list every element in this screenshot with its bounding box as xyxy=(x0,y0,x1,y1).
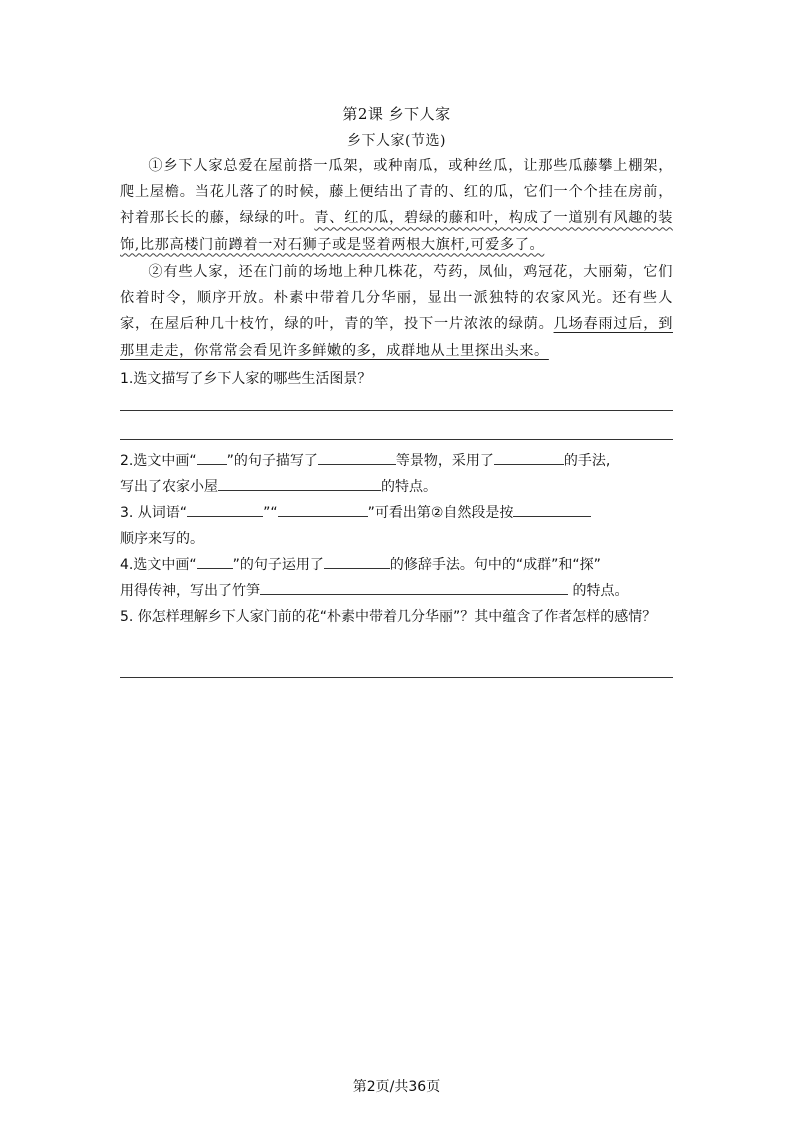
straight-underlined-sentence: 几场春雨过后，到那里走走，你常常会看见许多鲜嫩的多，成群地从土里探出头来。 xyxy=(120,316,673,359)
lesson-title: 第2课 乡下人家 xyxy=(342,105,451,123)
answer-line-q1-a[interactable] xyxy=(120,410,673,411)
q2-blank-technique[interactable] xyxy=(494,449,564,465)
paragraph-2-text: ②有些人家，还在门前的场地上种几株花，芍药，凤仙，鸡冠花，大丽菊，它们依着时令，顺序开放。朴素中带着几分华丽，显出一派独特的农家风光。还有些人家，在屋后种几十枝竹，绿的叶，青的竿，投下一片浓浓的绿荫。 xyxy=(120,264,673,333)
q2-text-c: 等景物，采用了 xyxy=(395,453,494,469)
q2-text-a: 2.选文中画“ xyxy=(120,453,197,469)
q3-text-a: 3. 从词语“ xyxy=(120,505,188,521)
q3-blank-word-1[interactable] xyxy=(187,501,263,517)
q2-blank-scenery[interactable] xyxy=(318,449,396,465)
q3-text-b: ”“ xyxy=(263,505,278,521)
q2-text-f: 的特点。 xyxy=(381,479,437,495)
answer-line-q1-b[interactable] xyxy=(120,439,673,440)
q3-text-c: ”可看出第②自然段是按 xyxy=(367,505,514,521)
question-4 xyxy=(120,552,673,604)
wavy-underlined-sentence: 青、红的瓜，碧绿的藤和叶，构成了一道别有风趣的装饰,比那高楼门前蹲着一对石狮子或是竖着两根大旗杆,可爱多了。 xyxy=(120,210,673,253)
q2-text-b: ”的句子描写了 xyxy=(226,453,318,469)
q2-underline-marker xyxy=(197,449,227,465)
question-5: 5. 你怎样理解乡下人家门前的花“朴素中带着几分华丽”？其中蕴含了作者怎样的感情？ xyxy=(120,609,657,625)
question-3 xyxy=(120,500,673,552)
q2-text-d: 的手法, xyxy=(563,453,611,469)
q4-text-c: 的修辞手法。句中的“成群”和“探” xyxy=(389,557,601,573)
q4-underline-marker xyxy=(197,553,233,569)
q4-text-d: 用得传神，写出了竹笋 xyxy=(120,583,260,599)
passage-title: 乡下人家(节选) xyxy=(347,133,446,149)
q4-blank-rhetoric[interactable] xyxy=(324,553,390,569)
q4-text-a: 4.选文中画“ xyxy=(120,557,197,573)
page-number: 第2页/共36页 xyxy=(352,1079,441,1095)
question-2 xyxy=(120,448,673,500)
q3-blank-order[interactable] xyxy=(513,501,591,517)
q4-blank-feature[interactable] xyxy=(260,579,568,595)
q3-blank-word-2[interactable] xyxy=(278,501,368,517)
passage-paragraph-2 xyxy=(120,259,673,364)
q4-text-b: ”的句子运用了 xyxy=(232,557,324,573)
q2-blank-feature[interactable] xyxy=(218,475,381,491)
q4-text-e: 的特点。 xyxy=(568,583,629,599)
question-1: 1.选文描写了乡下人家的哪些生活图景？ xyxy=(120,371,372,387)
passage-paragraph-1 xyxy=(120,153,673,258)
q3-text-d: 顺序来写的。 xyxy=(120,531,204,547)
paragraph-1-text: ①乡下人家总爱在屋前搭一瓜架，或种南瓜，或种丝瓜，让那些瓜藤攀上棚架，爬上屋檐。当花儿落了的时候，藤上便结出了青的、红的瓜，它们一个个挂在房前，衬着那长长的藤，绿绿的叶。 xyxy=(120,158,673,227)
answer-line-q5[interactable] xyxy=(120,677,673,678)
q2-text-e: 写出了农家小屋 xyxy=(120,479,218,495)
